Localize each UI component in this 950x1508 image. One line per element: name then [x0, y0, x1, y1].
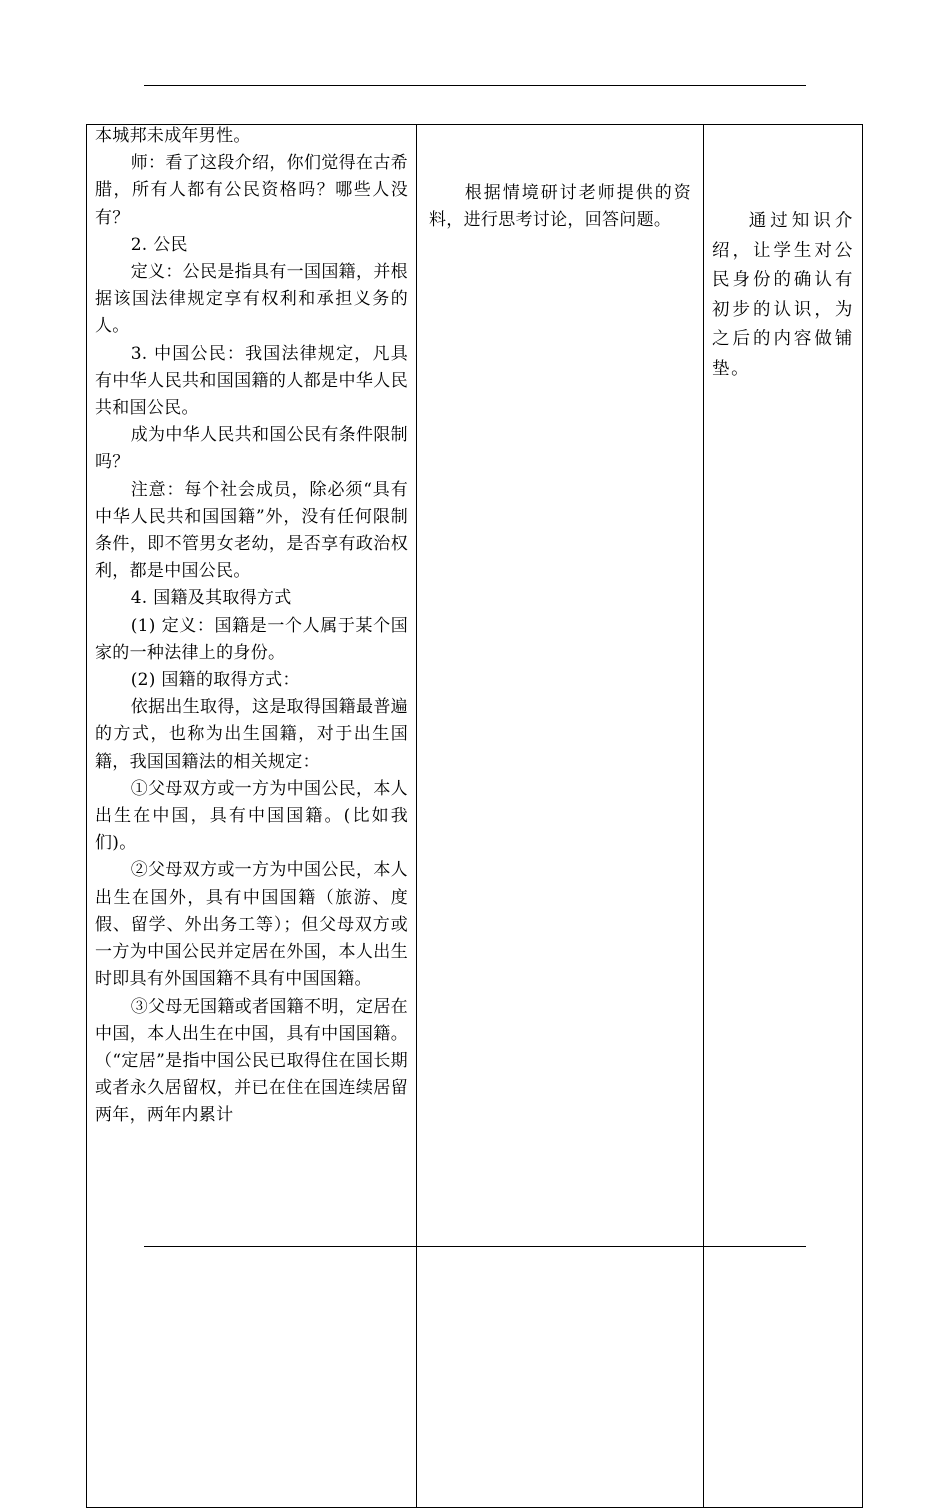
paragraph-line: 依据出生取得，这是取得国籍最普遍的方式，也称为出生国籍，对于出生国籍，我国国籍法的相关规定： [95, 697, 408, 772]
paragraph-line: 本城邦未成年男性。 [95, 126, 251, 146]
student-activity-cell [417, 125, 704, 1508]
paragraph-line: (1) 定义：国籍是一个人属于某个国家的一种法律上的身份。 [95, 615, 408, 663]
design-intent-cell [704, 125, 863, 1508]
paragraph-line: 注意：每个社会成员，除必须“具有中华人民共和国国籍”外，没有任何限制条件，即不管男女老幼，是否享有政治权利，都是中国公民。 [95, 479, 408, 582]
student-activity-text: 根据情境研讨老师提供的资料，进行思考讨论，回答问题。 [429, 183, 691, 231]
table-row [87, 125, 863, 1508]
paragraph-line: 3. 中国公民：我国法律规定，凡具有中华人民共和国国籍的人都是中华人民共和国公民。 [95, 343, 408, 419]
paragraph-line: ②父母双方或一方为中国公民，本人出生在国外，具有中国国籍（旅游、度假、留学、外出务工等）；但父母双方或一方为中国公民并定居在外国，本人出生时即具有外国国籍不具有中国国籍。 [95, 860, 408, 990]
lesson-plan-table [86, 124, 863, 1508]
teaching-content-cell [87, 125, 417, 1508]
paragraph-line: 2. 公民 [130, 234, 188, 255]
paragraph-line: ①父母双方或一方为中国公民，本人出生在中国，具有中国国籍。(比如我们)。 [95, 778, 408, 854]
footer-rule [144, 1246, 806, 1247]
header-rule [144, 85, 806, 86]
paragraph-line: (2) 国籍的取得方式： [130, 670, 300, 691]
paragraph-line: ③父母无国籍或者国籍不明，定居在中国，本人出生在中国，具有中国国籍。（“定居”是指中国公民已取得住在国长期或者永久居留权，并已在住在国连续居留两年，两年内累计 [95, 996, 408, 1126]
paragraph-line: 师：看了这段介绍，你们觉得在古希腊，所有人都有公民资格吗？哪些人没有？ [95, 153, 408, 228]
design-intent-text: 通过知识介绍，让学生对公民身份的确认有初步的认识，为之后的内容做铺垫。 [712, 211, 854, 379]
paragraph-line: 4. 国籍及其取得方式 [130, 588, 292, 609]
paragraph-line: 定义：公民是指具有一国国籍，并根据该国法律规定享有权利和承担义务的人。 [95, 262, 408, 337]
paragraph-line: 成为中华人民共和国公民有条件限制吗？ [95, 425, 408, 473]
